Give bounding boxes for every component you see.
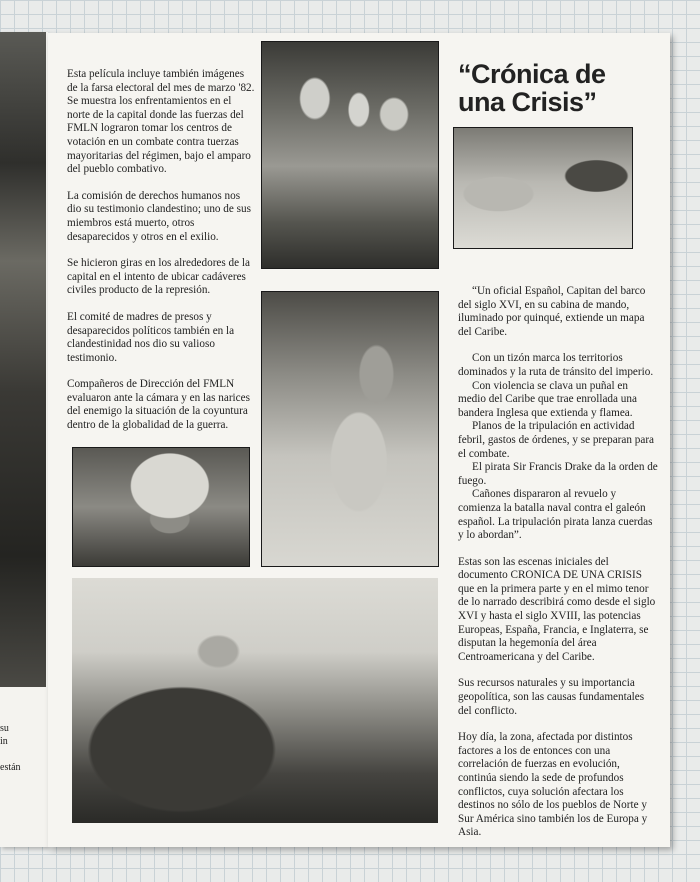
children-photo	[261, 41, 439, 269]
article-body	[458, 285, 658, 840]
guerrilla-hat-photo	[72, 447, 250, 567]
previous-page-edge	[0, 32, 48, 847]
paragraph: La comisión de derechos humanos nos dio su testimonio clandestino; uno de sus miembros está muerto, otros desaparecidos y otros en el exilio.	[67, 189, 251, 243]
paragraph: El pirata Sir Francis Drake da la orden de fuego.	[458, 461, 658, 487]
paragraph: Con violencia se clava un puñal en medio del Caribe que trae enrollada una bandera Inglesa que extienda y flamea.	[458, 379, 637, 419]
left-text-column	[67, 68, 255, 446]
paragraph: Se hicieron giras en los alrededores de la capital en el intento de ubicar cadáveres civiles producto de la represión.	[67, 257, 250, 297]
previous-page-photo	[0, 32, 46, 687]
previous-page-line: in	[0, 736, 8, 747]
previous-page-line: están	[0, 762, 21, 773]
paragraph: Cañones dispararon al revuelo y comienza la batalla naval contra el galeón español. La tripulación pirata lanza cuerdas y lo abordan”.	[458, 488, 653, 542]
previous-page-line: su	[0, 723, 9, 734]
old-man-photo	[261, 291, 439, 567]
paragraph: “Un oficial Español, Capitan del barco del siglo XVI, en su cabina de mando, iluminado por quinqué, extiende un mapa del Caribe.	[458, 285, 646, 338]
previous-page-text	[0, 722, 46, 774]
cornfield-photo	[72, 578, 438, 823]
magazine-page	[48, 33, 670, 847]
right-text-column	[458, 59, 658, 839]
paragraph: Hoy día, la zona, afectada por distintos factores a los de entonces con una correlación de fuerzas en evolución, continúa siendo la sede de profundos conflictos, cuya solución afectara los destinos no sólo de los pueblos de Norte y Sur América sino también los de Europa y Asia.	[458, 731, 648, 839]
paragraph: Esta película incluye también imágenes de la farsa electoral del mes de marzo '82. Se muestra los enfrentamientos en el norte de la capital donde las fuerzas del FMLN lograron tomar los centros de votación en un combate contra tuerzas mayoritarias del régimen, bajo el amparo del pueblo combativo.	[67, 68, 255, 176]
paragraph: Sus recursos naturales y su importancia geopolítica, son las causas fundamentales del conflicto.	[458, 677, 645, 717]
paragraph: Con un tizón marca los territorios dominados y la ruta de tránsito del imperio.	[458, 352, 654, 378]
paragraph: Compañeros de Dirección del FMLN evaluaron ante la cámara y en las narices del enemigo la situación de la coyuntura dentro de la globalidad de la guerra.	[67, 378, 250, 432]
previous-page-line	[0, 748, 46, 761]
title-line: “Crónica de	[458, 59, 606, 89]
paragraph: El comité de madres de presos y desaparecidos políticos también en la clandestinidad nos dio su valioso testimonio.	[67, 310, 235, 364]
article-title	[458, 60, 658, 116]
paragraph: Estas son las escenas iniciales del documento CRONICA DE UNA CRISIS que en la primera parte y en el mimo tenor de lo narrado describirá como desde el siglo XVI y hasta el siglo XVIII, las potencias Europeas, España, Francia, e Inglaterra, se disputan la hegemonía del área Centroamericana y del Caribe.	[458, 555, 656, 663]
paragraph: Planos de la tripulación en actividad febril, gastos de órdenes, y se preparan para el combate.	[458, 420, 655, 460]
village-photo	[453, 127, 633, 249]
title-line: una Crisis”	[458, 87, 597, 117]
